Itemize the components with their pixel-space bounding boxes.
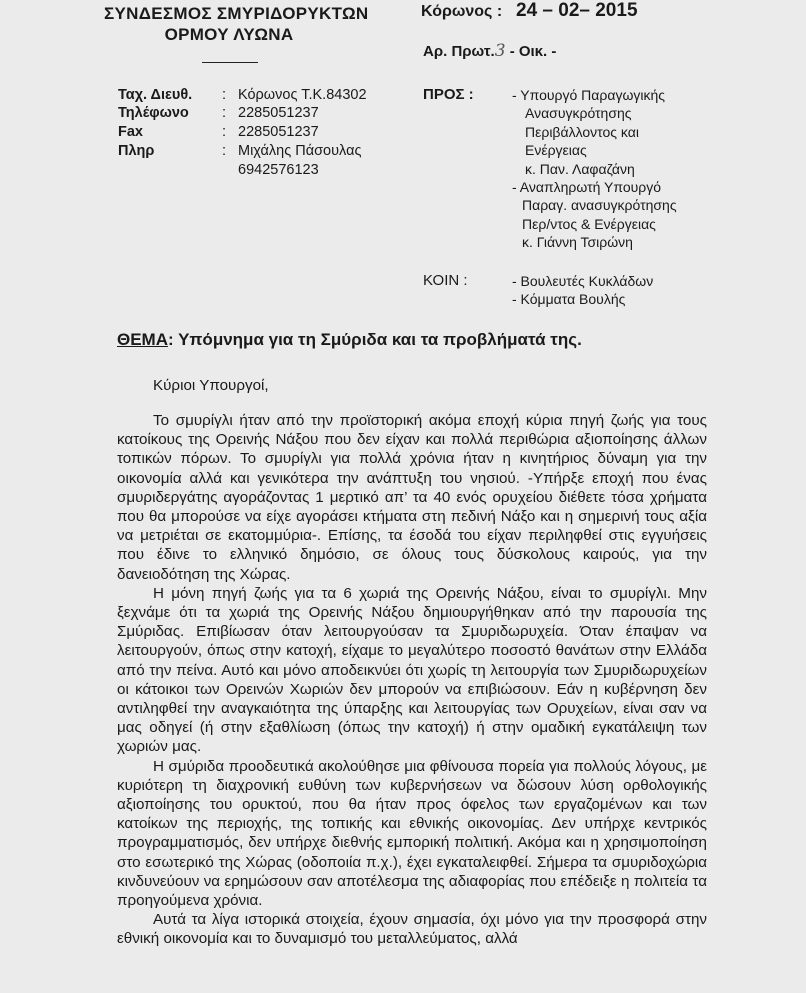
phone-label: Τηλέφωνο — [118, 105, 189, 121]
to-line: Ενέργειας — [525, 142, 587, 159]
org-name-line2: ΟΡΜΟΥ ΛΥΩΝΑ — [164, 25, 294, 44]
to-line: Περιβάλλοντος και — [525, 123, 639, 140]
subject-label: ΘΕΜΑ — [117, 330, 168, 349]
to-line: - Αναπληρωτή Υπουργό — [512, 179, 662, 196]
cc-label: ΚΟΙΝ : — [423, 272, 468, 289]
info-label: Πληρ — [118, 143, 155, 159]
body-paragraph: Το σμυρίγλι ήταν από την προϊστορική ακόμα εποχή κύρια πηγή ζωής για τους κατοίκους της Ορεινής Νάξου που δεν είχαν και πολλά περιθώρια αξιοποίησης άλλων τοπικών πόρων. Το σμυρίγλι για πολλά χρόνια ήταν η κινητήριος δύναμη για την οικονομία αλλά και γενικότερα την ανάπτυξη του νησιού. -Υπήρξε εποχή που ένας σμυριδεργάτης αγοράζοντας 1 μερτικό απ’ τα 40 ενός ορυχείου διέθετε τόσα χρήματα που θα μπορούσε να είχε αγοράσει κτήματα στη πεδινή Νάξο και η σημερινή τους αξία να μετριέται σε εκατομμύρια-. Επίσης, τα έσοδά του είχαν περιληφθεί στις εγγυήσεις που έδινε το ελληνικό δημόσιο, σε όλους τους δύσκολους καιρούς, για την δανειοδότηση της Χώρας. — [117, 412, 707, 583]
fax-sep: : — [222, 124, 227, 140]
info-sep: : — [222, 143, 227, 159]
body-paragraph: Η μόνη πηγή ζωής για τα 6 χωριά της Ορεινής Νάξου, είναι το σμυρίγλι. Μην ξεχνάμε ότι τα χωριά της Ορεινής Νάξου δημιουργήθηκαν από την παρουσία της Σμύριδας. Επιβίωσαν όταν λειτουργούσαν τα Σμυριδωρυχεία. Όταν έπαψαν να λειτουργούν, όπως στην κατοχή, είχαμε το μεγαλύτερο ποσοστό θανάτων στην Ελλάδα από την πείνα. Αυτό και μόνο αποδεικνύει ότι χωρίς τη λειτουργία των Σμυριδωρυχείων οι κάτοικοι των Ορεινών Χωριών δεν μπορούν να επιβιώσουν. Εάν η κυβέρνηση δεν αντιληφθεί την αναγκαιότητα της ύπαρξης και λειτουργίας των Ορυχείων, είναι σαν να μας οδηγεί (ή στην εξαθλίωση (όπως την κατοχή) ή στην ομαδική εγκατάλειψη των χωριών μας. — [117, 584, 707, 756]
salutation: Κύριοι Υπουργοί, — [153, 377, 269, 394]
oik-label: - Οικ. - — [509, 43, 557, 60]
phone-value: 2285051237 — [238, 105, 319, 121]
to-list — [512, 86, 677, 252]
address-sep: : — [222, 87, 227, 103]
cc-line: - Βουλευτές Κυκλάδων — [512, 273, 654, 289]
letter-body — [117, 411, 707, 949]
address-value: Κόρωνος Τ.Κ.84302 — [238, 87, 367, 103]
org-name-line1: ΣΥΝΔΕΣΜΟΣ ΣΜΥΡΙΔΟΡΥΚΤΩΝ — [104, 4, 369, 23]
subject-text: : Υπόμνημα για τη Σμύριδα και τα προβλήματά της. — [168, 330, 582, 349]
place-label: Κόρωνος : — [421, 3, 503, 20]
cc-line: - Κόμματα Βουλής — [512, 291, 626, 308]
fax-value: 2285051237 — [238, 124, 319, 140]
info-phone: 6942576123 — [238, 162, 319, 178]
address-label: Ταχ. Διευθ. — [118, 87, 193, 103]
body-paragraph: Αυτά τα λίγα ιστορικά στοιχεία, έχουν σημασία, όχι μόνο για την προσφορά στην εθνική οικονομία και το δυναμισμό του μεταλλεύματος, αλλά — [117, 911, 707, 948]
cc-list — [512, 272, 653, 309]
header-divider — [202, 62, 258, 63]
to-line: Ανασυγκρότησης — [525, 105, 632, 122]
protocol-label: Αρ. Πρωτ. — [423, 43, 495, 60]
to-line: κ. Γιάννη Τσιρώνη — [522, 234, 633, 251]
info-name: Μιχάλης Πάσουλας — [238, 143, 362, 159]
to-line: Παραγ. ανασυγκρότησης — [522, 197, 677, 214]
phone-sep: : — [222, 105, 227, 121]
protocol-line — [423, 41, 556, 61]
protocol-number: 3 — [494, 41, 506, 61]
fax-label: Fax — [118, 124, 143, 140]
to-line: Περ/ντος & Ενέργειας — [522, 215, 656, 232]
body-paragraph: Η σμύριδα προοδευτικά ακολούθησε μια φθίνουσα πορεία για πολλούς λόγους, με κυριότερη τη διαχρονική ευθύνη των κυβερνήσεων να δώσουν λύση ορθολογικής αξιοποίησης του ορυκτού, που θα ήταν προς όφελος των εργαζομένων και των κατοίκων της περιοχής, της τοπικής και εθνικής οικονομίας. Δεν υπήρχε κεντρικός προγραμματισμός, δεν υπήρχε διεθνής εμπορική πολιτική. Ακόμα και η χρησιμοποίηση στο εσωτερικό της Χώρας (οδοποιία π.χ.), έχει εγκαταλειφθεί. Σήμερα τα σμυριδοχώρια κινδυνεύουν να ερημώσουν σαν αποτέλεσμα της αδιαφορίας που επέδειξε η πολιτεία τα προηγούμενα χρόνια. — [117, 757, 707, 910]
to-label: ΠΡΟΣ : — [423, 86, 474, 103]
subject-line — [117, 330, 582, 350]
to-line: - Υπουργό Παραγωγικής — [512, 87, 666, 103]
document-date: 24 – 02– 2015 — [516, 0, 638, 21]
to-line: κ. Παν. Λαφαζάνη — [525, 160, 635, 177]
